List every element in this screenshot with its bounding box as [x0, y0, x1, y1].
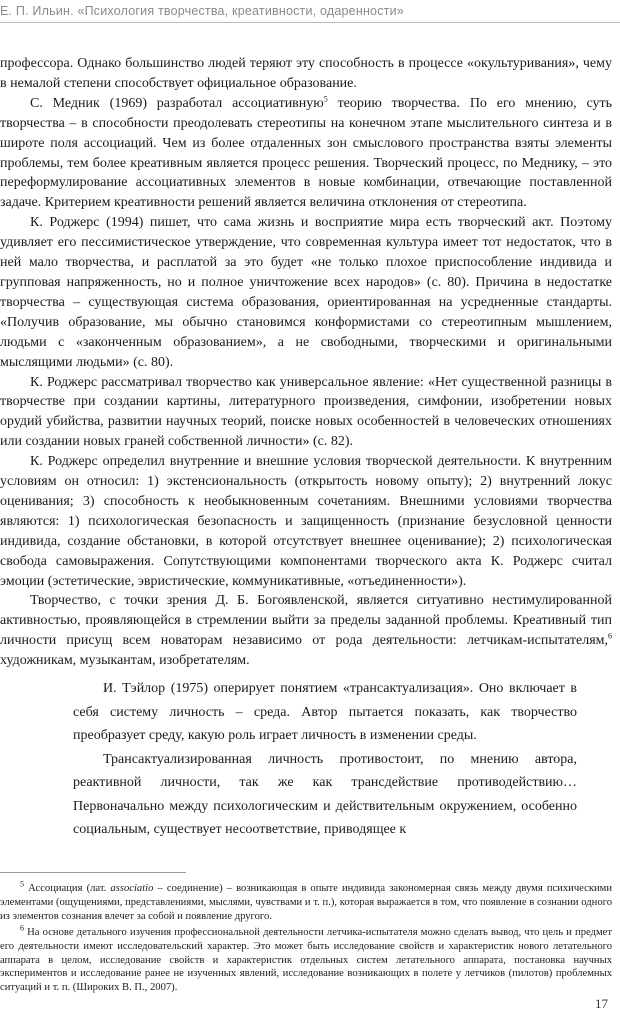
- footnotes: [0, 879, 613, 997]
- footnote-ref[interactable]: 5: [323, 94, 328, 104]
- quote-paragraph: И. Тэйлор (1975) оперирует понятием «трансактуализация». Оно включает в себя систему личность – среда. Автор пытается показать, как творчество преобразует среду, какую роль играет личность в изменении среды.: [73, 681, 577, 744]
- footnote-5: $^5$ Ассоциация (лат. associatio – соединение) – возникающая в опыте индивида закономерная связь между двумя психическими элементами (ощущениями, представлениями, мыслями, чувствами и т. п.), которая выражается в том, что появление в сознании одного из элементов сознания влечет за собой и появление другого.: [0, 879, 613, 922]
- footnote-ref[interactable]: 6: [608, 631, 612, 641]
- paragraph: Творчество, с точки зрения Д. Б. Богоявленской, является ситуативно нестимулированной активностью, проявляющейся в стремлении выйти за пределы заданной проблемы. Креативный тип личности присущ всем новаторам независимо от рода деятельности: летчикам-испытателям,$^6$ художникам, музыкантам, изобретателям.: [0, 593, 612, 669]
- main-text: [0, 54, 612, 842]
- footnote-divider: [0, 872, 186, 873]
- header-divider: [0, 22, 620, 23]
- paragraph: К. Роджерс рассматривал творчество как универсальное явление: «Нет существенной разницы в творчестве при создании картины, литературного произведения, симфонии, изобретении новых орудий убийства, развитии научных теорий, поиске новых особенностей в человеческих отношениях или создании новых граней собственной личности» (с. 82).: [0, 374, 612, 450]
- page-number: 17: [595, 996, 608, 1011]
- running-head: Е. П. Ильин. «Психология творчества, креативности, одаренности»: [0, 4, 404, 18]
- paragraph: К. Роджерс определил внутренние и внешние условия творческой деятельности. К внутренним условиям он относил: 1) экстенсиональность (открытость новому опыту); 2) внутренний локус оценивания; 3) способность к необыкновенным сочетаниям. Внешними условиями творчества являются: 1) психологическая безопасность и защищенность (признание безусловной ценности индивида, создание обстановки, в которой отсутствует внешнее оценивание); 2) психологическая свобода самовыражения. Сопутствующими компонентами творческого акта К. Роджерс считал эмоции (эстетические, эвристические, коммуникативные, «отъединенности»).: [0, 454, 612, 589]
- quote-paragraph: Трансактуализированная личность противостоит, по мнению автора, реактивной личности, так же как трансдействие противодействию… Первоначально между психологическим и действительным окружением, особенно социальным, существует несоответствие, приводящее к: [73, 751, 577, 838]
- footnote-6: $^6$ На основе детального изучения профессиональной деятельности летчика-испытателя можно сделать вывод, что цель и предмет его деятельности имеют исследовательский характер. Это может быть исследование свойств и характеристик нового летательного аппарата в целом, исследование свойств и характеристик отдельных систем летательного аппарата, постановка научных экспериментов и исследование ранее не изученных явлений, исследование возникающих в полете у летчиков (пилотов) проблемных ситуаций и т. п. (Широких В. П., 2007).: [0, 923, 612, 994]
- paragraph: К. Роджерс (1994) пишет, что сама жизнь и восприятие мира есть творческий акт. Поэтому удивляет его пессимистическое утверждение, что современная культура имеет тот недостаток, что в ней мало творчества, и расплатой за это будет «не только плохое приспособление индивида и групповая напряженность, но и полное уничтожение всех народов» (с. 80). Причина в недостатке творчества – существующая система образования, ориентированная на усредненные стандарты. «Получив образование, мы обычно становимся конформистами со стереотипным мышлением, людьми с «законченным образованием», а не свободными, творческими и оригинальными мыслящими людьми» (с. 80).: [0, 215, 612, 370]
- paragraph: профессора. Однако большинство людей теряют эту способность в процессе «окультуривания», чему в немалой степени способствует официальное образование.: [0, 56, 612, 91]
- paragraph: С. Медник (1969) разработал ассоциативную$^5$ теорию творчества. По его мнению, суть творчества – в способности преодолевать стереотипы на конечном этапе мыслительного синтеза и в широте поля ассоциаций. Чем из более отдаленных зон смыслового пространства взяты элементы проблемы, тем более креативным является процесс решения. Творческий процесс, по Меднику, – это переформулирование ассоциативных элементов в новые комбинации, отвечающие поставленной задаче. Критерием креативности решений является величина отклонения от стереотипа.: [0, 94, 612, 211]
